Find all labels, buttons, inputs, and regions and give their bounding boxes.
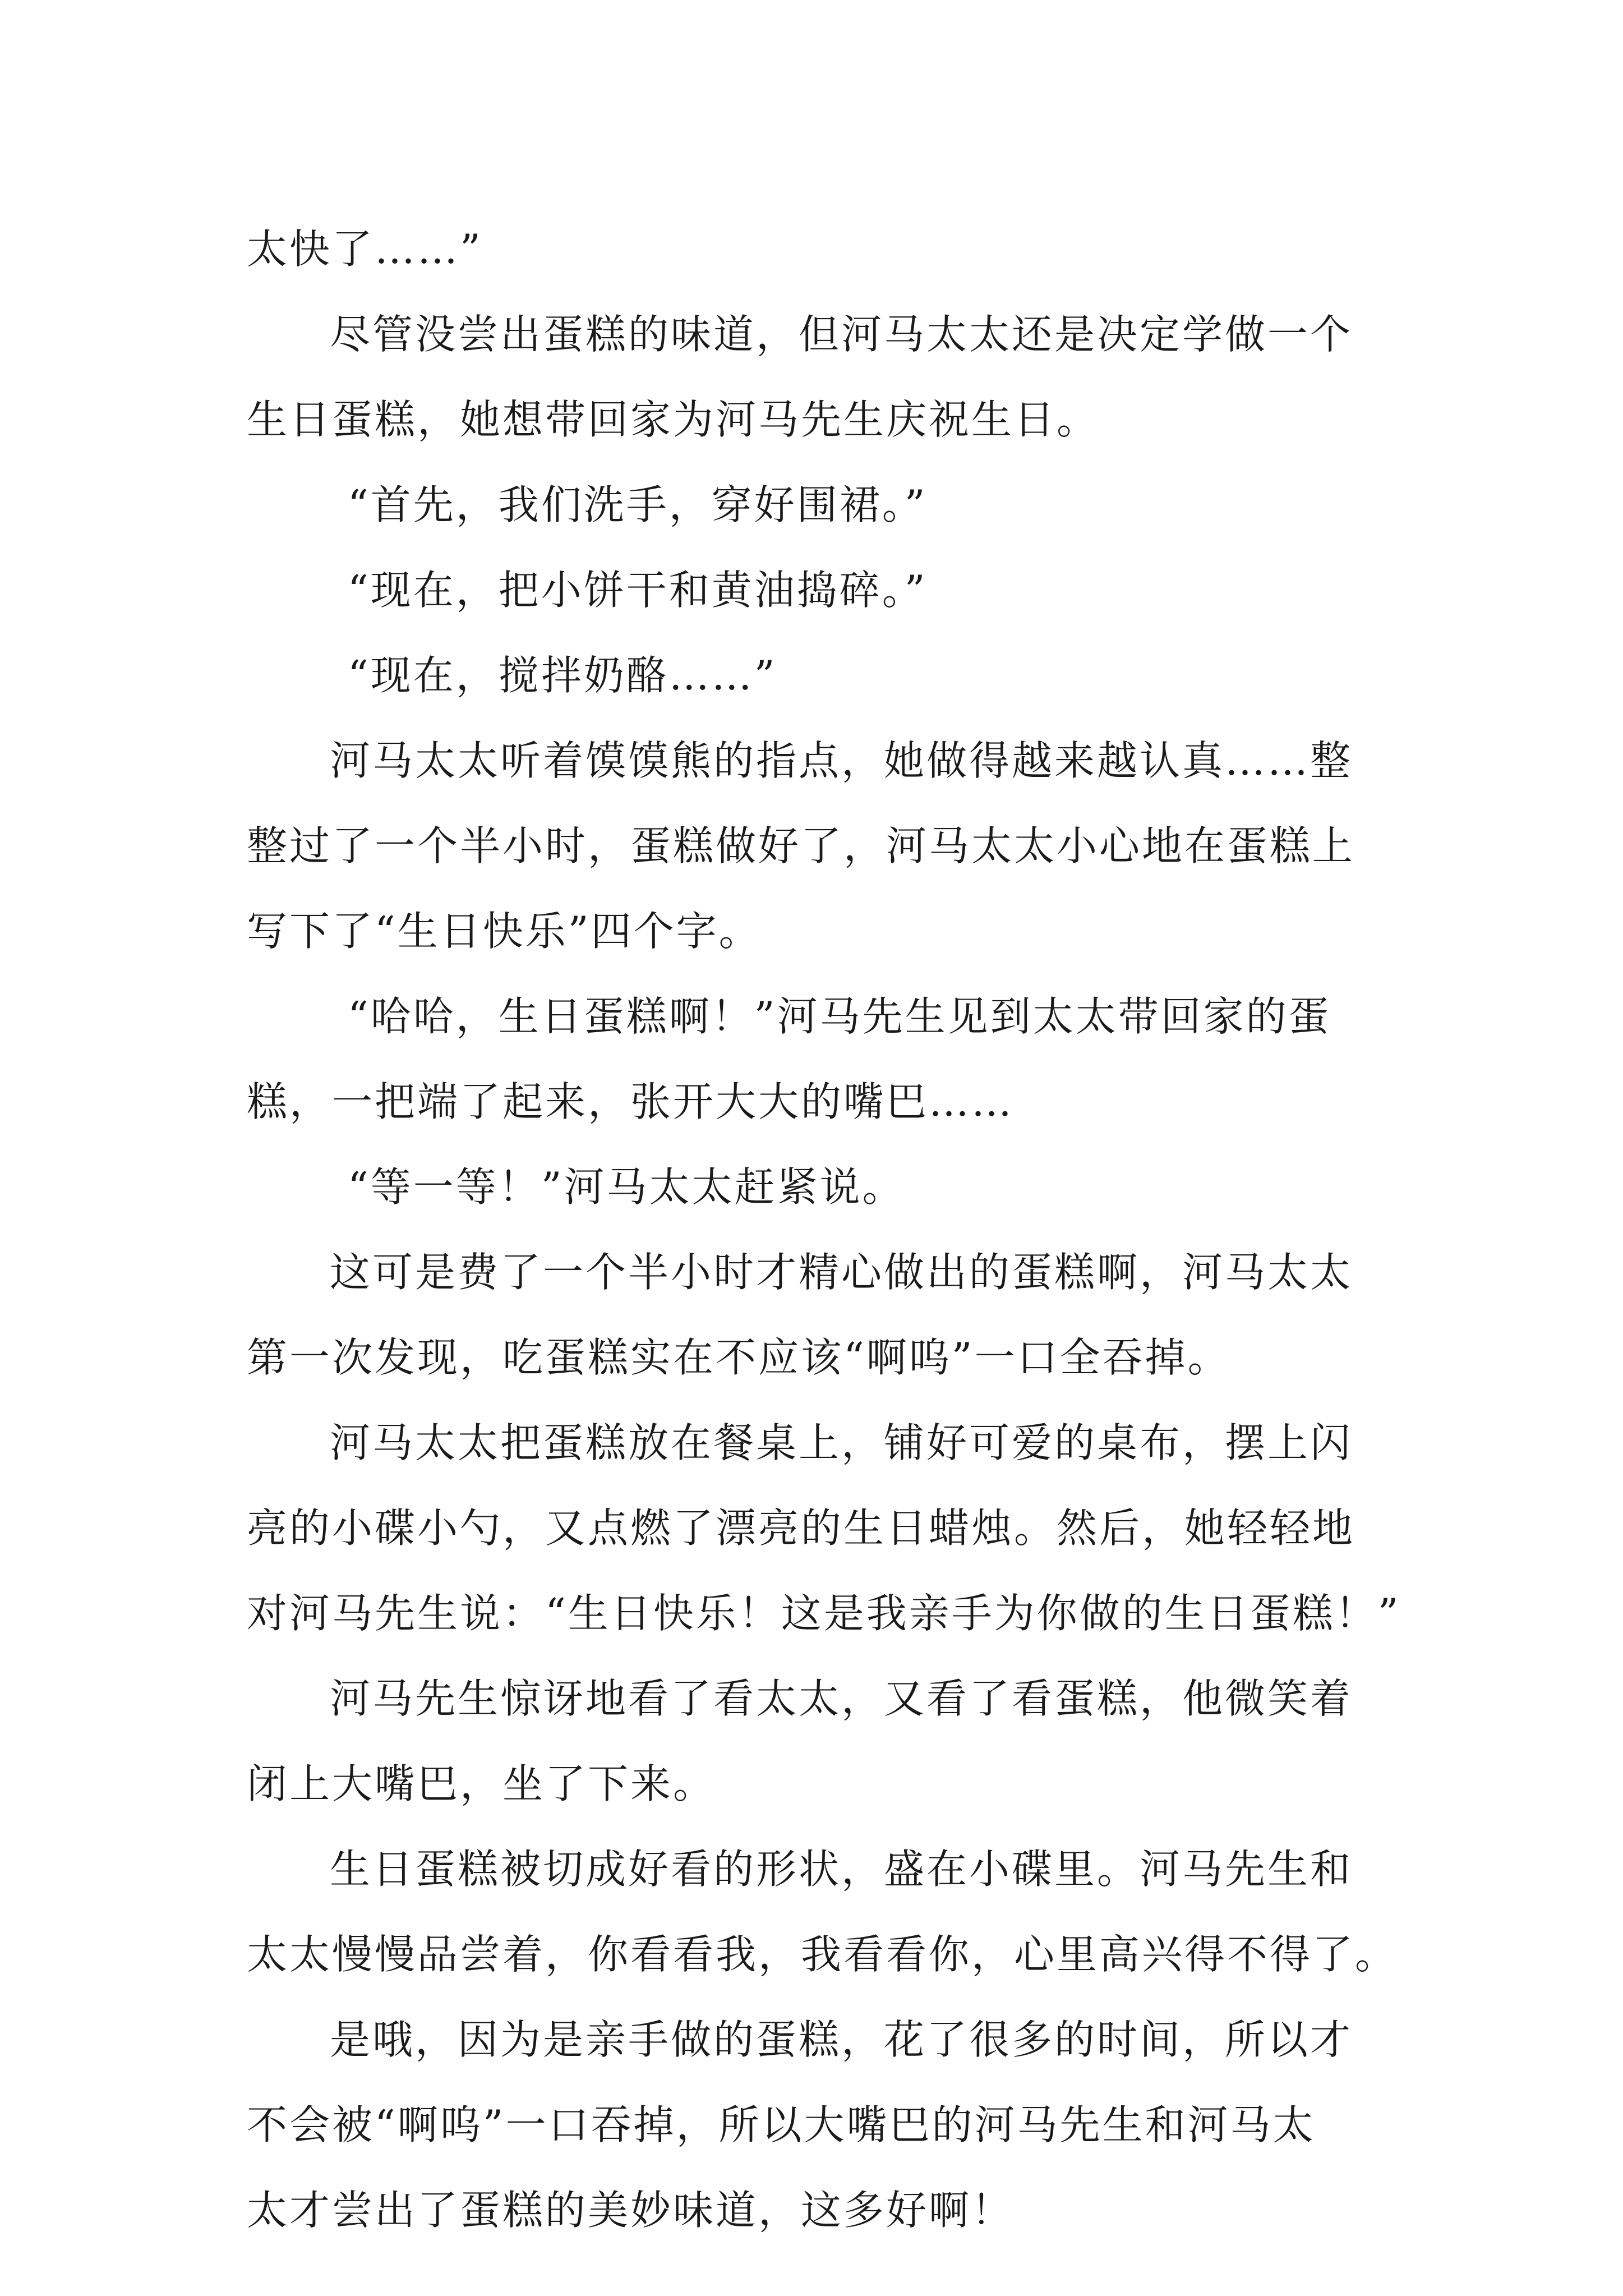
text-line: 生日蛋糕，她想带回家为河马先生庆祝生日。 bbox=[247, 396, 1100, 443]
dialogue-line: “哈哈，生日蛋糕啊！”河马先生见到太太带回家的蛋 bbox=[348, 993, 1331, 1040]
dialogue-line: “现在，搅拌奶酪……” bbox=[348, 652, 777, 699]
text-line: 糕，一把端了起来，张开大大的嘴巴…… bbox=[247, 1078, 1015, 1125]
dialogue-line: “首先，我们洗手，穿好围裙。” bbox=[348, 481, 928, 528]
dialogue-line: “现在，把小饼干和黄油捣碎。” bbox=[348, 567, 928, 614]
paragraph-start-line: 河马太太听着馍馍熊的指点，她做得越来越认真……整 bbox=[330, 737, 1353, 784]
text-line: 整过了一个半小时，蛋糕做好了，河马太太小心地在蛋糕上 bbox=[247, 822, 1355, 869]
text-line: 对河马先生说：“生日快乐！这是我亲手为你做的生日蛋糕！” bbox=[247, 1590, 1401, 1637]
text-line: 闭上大嘴巴，坐了下来。 bbox=[247, 1760, 716, 1807]
text-line: 太太慢慢品尝着，你看看我，我看看你，心里高兴得不得了。 bbox=[247, 1931, 1398, 1978]
text-line: 不会被“啊呜”一口吞掉，所以大嘴巴的河马先生和河马太 bbox=[247, 2101, 1316, 2148]
paragraph-start-line: 河马太太把蛋糕放在餐桌上，铺好可爱的桌布，摆上闪 bbox=[330, 1419, 1353, 1466]
story-text bbox=[247, 206, 1402, 2253]
paragraph-start-line: 是哦，因为是亲手做的蛋糕，花了很多的时间，所以才 bbox=[330, 2016, 1353, 2063]
text-line: 写下了“生日快乐”四个字。 bbox=[247, 908, 762, 955]
text-line: 太快了……” bbox=[247, 226, 483, 273]
paragraph-start-line: 河马先生惊讶地看了看太太，又看了看蛋糕，他微笑着 bbox=[330, 1675, 1353, 1722]
paragraph-start-line: 尽管没尝出蛋糕的味道，但河马太太还是决定学做一个 bbox=[330, 311, 1353, 358]
text-line: 第一次发现，吃蛋糕实在不应该“啊呜”一口全吞掉。 bbox=[247, 1334, 1230, 1381]
paragraph-start-line: 生日蛋糕被切成好看的形状，盛在小碟里。河马先生和 bbox=[330, 1846, 1353, 1893]
dialogue-line: “等一等！”河马太太赶紧说。 bbox=[348, 1163, 905, 1211]
text-line: 太才尝出了蛋糕的美妙味道，这多好啊！ bbox=[247, 2187, 1015, 2234]
paragraph-start-line: 这可是费了一个半小时才精心做出的蛋糕啊，河马太太 bbox=[330, 1249, 1353, 1296]
text-line: 亮的小碟小勺，又点燃了漂亮的生日蜡烛。然后，她轻轻地 bbox=[247, 1504, 1355, 1552]
